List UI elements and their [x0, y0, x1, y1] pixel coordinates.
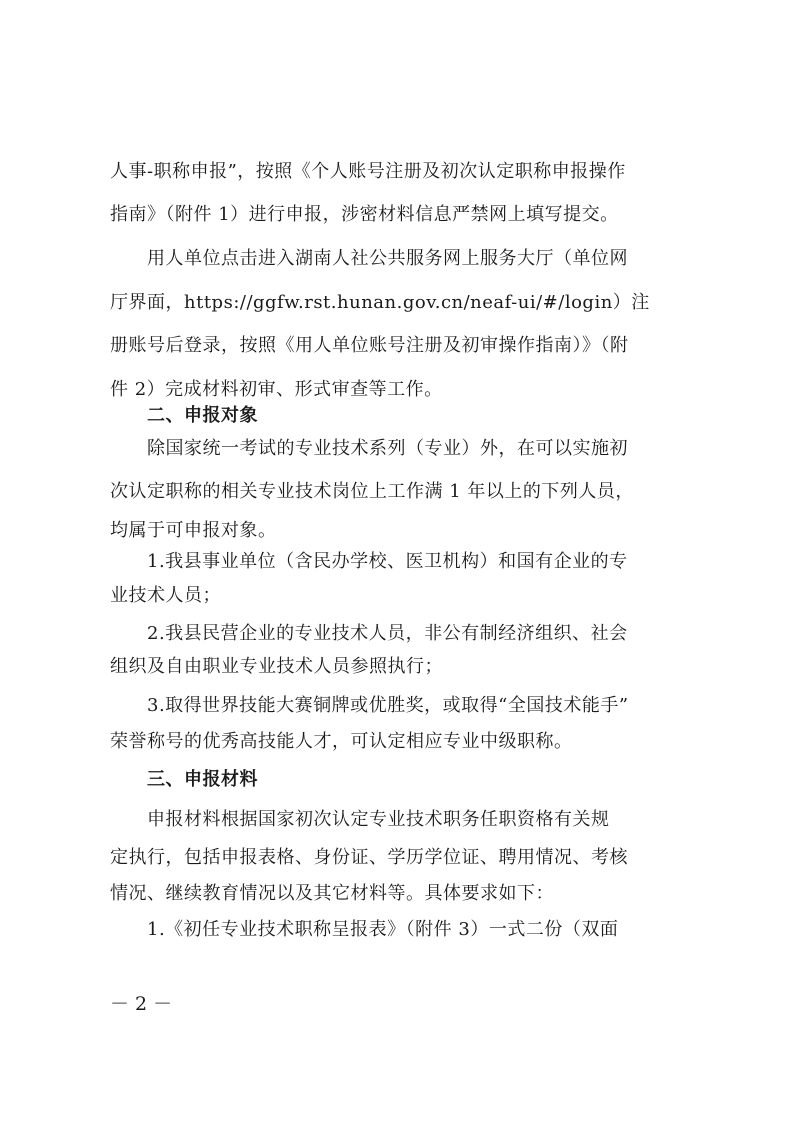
paragraph-line-21: 1.《初任专业技术职称呈报表》（附件 3）一式二份（双面 — [110, 919, 619, 940]
paragraph-line-15: 3.取得世界技能大赛铜牌或优胜奖，或取得“全国技术能手” — [110, 695, 629, 716]
paragraph-line-13: 2.我县民营企业的专业技术人员，非公有制经济组织、社会 — [110, 623, 628, 644]
paragraph-line-12: 业技术人员； — [110, 585, 221, 606]
paragraph-line-6: 件 2）完成材料初审、形式审查等工作。 — [110, 379, 443, 400]
paragraph-line-9: 次认定职称的相关专业技术岗位上工作满 1 年以上的下列人员， — [110, 481, 634, 502]
paragraph-line-4: 厅界面，https://ggfw.rst.hunan.gov.cn/neaf-ui/#/login）注 — [110, 292, 650, 313]
section-heading-2: 二、申报对象 — [110, 405, 258, 426]
paragraph-line-16: 荣誉称号的优秀高技能人才，可认定相应专业中级职称。 — [110, 731, 573, 752]
paragraph-line-5: 册账号后登录，按照《用人单位账号注册及初审操作指南）》（附 — [110, 335, 629, 356]
page-number: － 2 － — [110, 993, 173, 1015]
paragraph-line-18: 申报材料根据国家初次认定专业技术职务任职资格有关规 — [110, 809, 610, 830]
paragraph-line-10: 均属于可申报对象。 — [110, 520, 277, 541]
paragraph-line-14: 组织及自由职业专业技术人员参照执行； — [110, 656, 443, 677]
section-heading-3: 三、申报材料 — [110, 769, 258, 790]
paragraph-line-1: 人事-职称申报”，按照《个人账号注册及初次认定职称申报操作 — [110, 161, 626, 182]
paragraph-line-11: 1.我县事业单位（含民办学校、医卫机构）和国有企业的专 — [110, 551, 628, 572]
paragraph-line-19: 定执行，包括申报表格、身份证、学历学位证、聘用情况、考核 — [110, 847, 628, 868]
paragraph-line-2: 指南》（附件 1）进行申报，涉密材料信息严禁网上填写提交。 — [110, 204, 619, 225]
paragraph-line-3: 用人单位点击进入湖南人社公共服务网上服务大厅（单位网 — [110, 248, 628, 269]
paragraph-line-20: 情况、继续教育情况以及其它材料等。具体要求如下： — [110, 883, 554, 904]
paragraph-line-8: 除国家统一考试的专业技术系列（专业）外，在可以实施初 — [110, 438, 628, 459]
